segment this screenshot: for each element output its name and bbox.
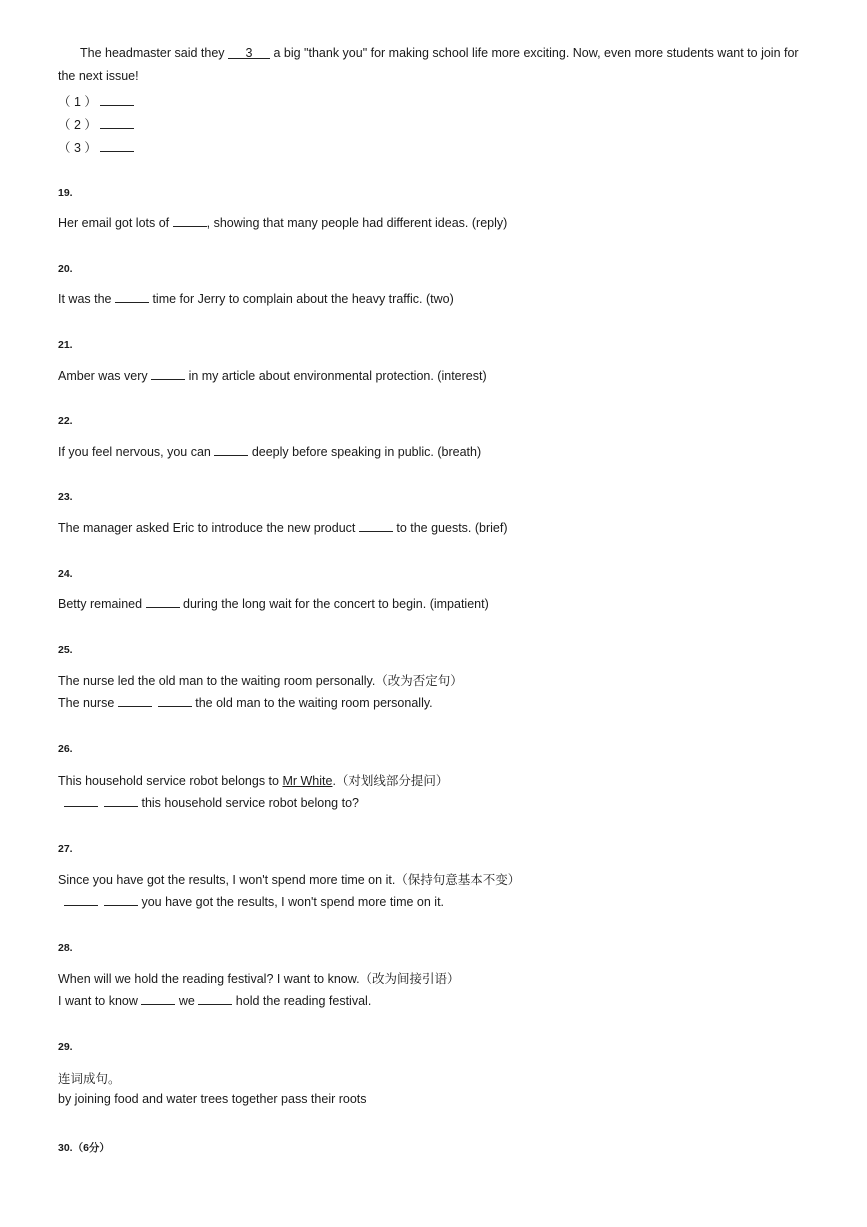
answer-blank <box>158 694 192 707</box>
question-text: When will we hold the reading festival? I want to know.（改为间接引语） <box>58 972 460 986</box>
blank-3: 3 <box>228 46 270 59</box>
question-number: 23. <box>58 491 73 503</box>
question-answer-line: you have got the results, I won't spend more time on it. <box>58 893 444 909</box>
answer-blank <box>359 519 393 532</box>
answer-blank <box>64 893 98 906</box>
question-text: This household service robot belongs to Mr White.（对划线部分提问） <box>58 774 449 788</box>
answer-blank <box>173 214 207 227</box>
answer-blank <box>118 694 152 707</box>
answer-line-3: （ 3 ） <box>58 138 134 156</box>
answer-blank <box>104 893 138 906</box>
intro-line-2: the next issue! <box>58 69 139 83</box>
intro-line-1: The headmaster said they 3 a big "thank you" for making school life more exciting. Now, even more students want to join for <box>80 46 799 60</box>
answer-blank <box>214 443 248 456</box>
question-number: 21. <box>58 339 73 351</box>
question-text: The nurse led the old man to the waiting room personally.（改为否定句） <box>58 674 463 688</box>
underlined-phrase: Mr White <box>282 774 333 788</box>
word-list: by joining food and water trees together pass their roots <box>58 1092 367 1106</box>
question-answer-line: The nurse the old man to the waiting room personally. <box>58 696 433 710</box>
question-number: 29. <box>58 1041 73 1053</box>
question-number: 19. <box>58 187 73 199</box>
answer-blank <box>198 992 232 1005</box>
answer-blank <box>64 794 98 807</box>
question-text: Betty remained during the long wait for the concert to begin. (impatient) <box>58 597 489 611</box>
question-number: 30.（6分） <box>58 1142 110 1154</box>
question-text: It was the time for Jerry to complain about the heavy traffic. (two) <box>58 292 454 306</box>
question-number: 25. <box>58 644 73 656</box>
question-number: 22. <box>58 415 73 427</box>
question-text: Her email got lots of , showing that many people had different ideas. (reply) <box>58 216 508 230</box>
question-number: 24. <box>58 568 73 580</box>
answer-blank <box>104 794 138 807</box>
question-number: 20. <box>58 263 73 275</box>
answer-blank <box>146 595 180 608</box>
question-text: If you feel nervous, you can deeply before speaking in public. (breath) <box>58 445 482 459</box>
question-number: 26. <box>58 743 73 755</box>
question-number: 28. <box>58 942 73 954</box>
question-answer-line: this household service robot belong to? <box>58 794 359 810</box>
answer-line-1: （ 1 ） <box>58 92 134 110</box>
answer-blank <box>100 116 134 129</box>
answer-line-2: （ 2 ） <box>58 115 134 133</box>
question-text: Since you have got the results, I won't spend more time on it.（保持句意基本不变） <box>58 873 521 887</box>
question-text: 连词成句。 <box>58 1072 121 1086</box>
answer-blank <box>100 139 134 152</box>
answer-blank <box>151 367 185 380</box>
answer-blank <box>100 93 134 106</box>
answer-blank <box>141 992 175 1005</box>
question-number: 27. <box>58 843 73 855</box>
question-text: The manager asked Eric to introduce the new product to the guests. (brief) <box>58 521 508 535</box>
question-answer-line: I want to know we hold the reading festival. <box>58 994 372 1008</box>
answer-blank <box>115 290 149 303</box>
question-text: Amber was very in my article about environmental protection. (interest) <box>58 369 487 383</box>
